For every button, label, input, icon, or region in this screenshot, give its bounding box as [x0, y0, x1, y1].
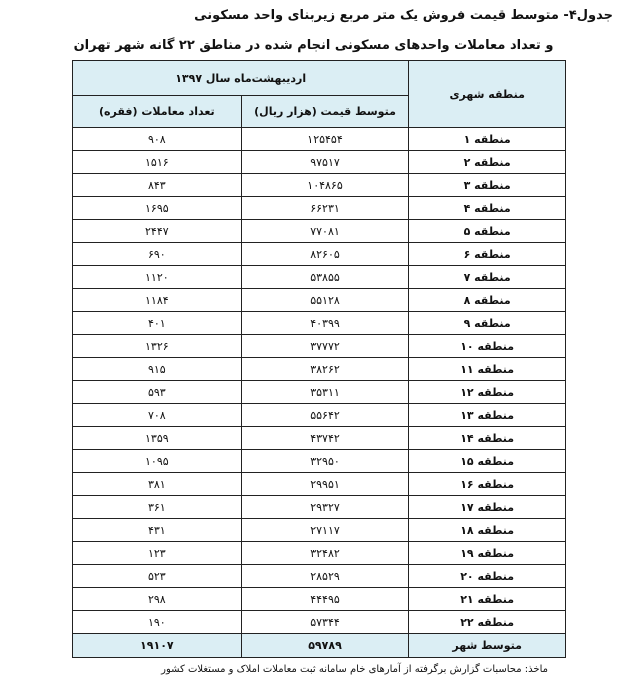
- region-cell: منطقه ۱۸: [409, 519, 566, 542]
- count-cell: ۱۲۳: [73, 542, 242, 565]
- price-cell: ۹۷۵۱۷: [241, 151, 409, 174]
- table-row: [73, 565, 566, 588]
- region-column-header: منطقه شهری: [409, 61, 566, 128]
- table-row: [73, 496, 566, 519]
- region-cell: منطقه ۴: [409, 197, 566, 220]
- count-cell: ۲۹۸: [73, 588, 242, 611]
- region-cell: منطقه ۷: [409, 266, 566, 289]
- count-cell: ۱۱۸۴: [73, 289, 242, 312]
- region-cell: منطقه ۱۷: [409, 496, 566, 519]
- price-cell: ۳۲۹۵۰: [241, 450, 409, 473]
- price-cell: ۳۲۴۸۲: [241, 542, 409, 565]
- price-cell: ۶۶۲۳۱: [241, 197, 409, 220]
- region-cell: منطقه ۱۳: [409, 404, 566, 427]
- count-cell: ۱۱۲۰: [73, 266, 242, 289]
- region-cell: منطقه ۱۵: [409, 450, 566, 473]
- price-cell: ۵۳۸۵۵: [241, 266, 409, 289]
- price-cell: ۵۵۱۲۸: [241, 289, 409, 312]
- region-cell: منطقه ۱۱: [409, 358, 566, 381]
- table-row: [73, 128, 566, 151]
- count-cell: ۱۹۰: [73, 611, 242, 634]
- total-count: ۱۹۱۰۷: [73, 634, 242, 658]
- total-region: متوسط شهر: [409, 634, 566, 658]
- table-row: [73, 266, 566, 289]
- count-cell: ۹۰۸: [73, 128, 242, 151]
- count-cell: ۱۳۲۶: [73, 335, 242, 358]
- price-cell: ۳۸۲۶۲: [241, 358, 409, 381]
- price-cell: ۴۰۳۹۹: [241, 312, 409, 335]
- price-cell: ۲۹۹۵۱: [241, 473, 409, 496]
- price-cell: ۳۷۷۷۲: [241, 335, 409, 358]
- count-cell: ۴۰۱: [73, 312, 242, 335]
- price-cell: ۱۰۴۸۶۵: [241, 174, 409, 197]
- price-cell: ۴۳۷۴۲: [241, 427, 409, 450]
- table-row: [73, 588, 566, 611]
- table-row: [73, 243, 566, 266]
- region-cell: منطقه ۸: [409, 289, 566, 312]
- period-header: اردیبهشت‌ماه سال ۱۳۹۷: [73, 61, 409, 96]
- table-row: [73, 427, 566, 450]
- price-cell: ۲۹۳۲۷: [241, 496, 409, 519]
- region-cell: منطقه ۲۰: [409, 565, 566, 588]
- region-cell: منطقه ۱: [409, 128, 566, 151]
- table-row: [73, 404, 566, 427]
- region-cell: منطقه ۱۰: [409, 335, 566, 358]
- count-cell: ۱۰۹۵: [73, 450, 242, 473]
- price-column-header: متوسط قیمت (هزار ریال): [241, 96, 409, 128]
- table-row: [73, 381, 566, 404]
- count-column-header: تعداد معاملات (فقره): [73, 96, 242, 128]
- table-title-line2: و تعداد معاملات واحدهای مسکونی انجام شده در مناطق ۲۲ گانه شهر تهران: [73, 38, 554, 53]
- table-row: [73, 542, 566, 565]
- price-cell: ۵۵۶۴۲: [241, 404, 409, 427]
- table-row: [73, 312, 566, 335]
- price-table: [72, 60, 566, 658]
- table-row: [73, 335, 566, 358]
- region-cell: منطقه ۲۲: [409, 611, 566, 634]
- total-row: [73, 634, 566, 658]
- region-cell: منطقه ۱۹: [409, 542, 566, 565]
- region-cell: منطقه ۹: [409, 312, 566, 335]
- region-cell: منطقه ۱۶: [409, 473, 566, 496]
- region-cell: منطقه ۲: [409, 151, 566, 174]
- price-cell: ۸۲۶۰۵: [241, 243, 409, 266]
- count-cell: ۴۳۱: [73, 519, 242, 542]
- table-row: [73, 358, 566, 381]
- table-row: [73, 220, 566, 243]
- count-cell: ۱۶۹۵: [73, 197, 242, 220]
- price-cell: ۷۷۰۸۱: [241, 220, 409, 243]
- region-cell: منطقه ۱۲: [409, 381, 566, 404]
- region-cell: منطقه ۱۴: [409, 427, 566, 450]
- price-cell: ۲۸۵۲۹: [241, 565, 409, 588]
- count-cell: ۶۹۰: [73, 243, 242, 266]
- region-cell: منطقه ۶: [409, 243, 566, 266]
- count-cell: ۵۲۳: [73, 565, 242, 588]
- table-body: [73, 128, 566, 634]
- count-cell: ۲۴۴۷: [73, 220, 242, 243]
- count-cell: ۱۵۱۶: [73, 151, 242, 174]
- region-cell: منطقه ۵: [409, 220, 566, 243]
- price-cell: ۵۷۳۴۴: [241, 611, 409, 634]
- table-title-line1: جدول۴- متوسط قیمت فروش یک متر مربع زیربنای واحد مسکونی: [194, 8, 613, 23]
- count-cell: ۳۶۱: [73, 496, 242, 519]
- table-row: [73, 519, 566, 542]
- count-cell: ۱۳۵۹: [73, 427, 242, 450]
- table-row: [73, 473, 566, 496]
- table-row: [73, 197, 566, 220]
- table-row: [73, 151, 566, 174]
- count-cell: ۵۹۳: [73, 381, 242, 404]
- count-cell: ۳۸۱: [73, 473, 242, 496]
- count-cell: ۸۴۳: [73, 174, 242, 197]
- total-price: ۵۹۷۸۹: [241, 634, 409, 658]
- source-note: ماخذ: محاسبات گزارش برگرفته از آمارهای خام سامانه ثبت معاملات املاک و مستغلات کشور: [161, 664, 548, 675]
- region-cell: منطقه ۳: [409, 174, 566, 197]
- price-cell: ۱۲۵۴۵۴: [241, 128, 409, 151]
- table-row: [73, 450, 566, 473]
- table-row: [73, 174, 566, 197]
- price-cell: ۲۷۱۱۷: [241, 519, 409, 542]
- region-cell: منطقه ۲۱: [409, 588, 566, 611]
- table-row: [73, 289, 566, 312]
- table-row: [73, 611, 566, 634]
- count-cell: ۷۰۸: [73, 404, 242, 427]
- price-cell: ۴۴۴۹۵: [241, 588, 409, 611]
- count-cell: ۹۱۵: [73, 358, 242, 381]
- price-cell: ۳۵۳۱۱: [241, 381, 409, 404]
